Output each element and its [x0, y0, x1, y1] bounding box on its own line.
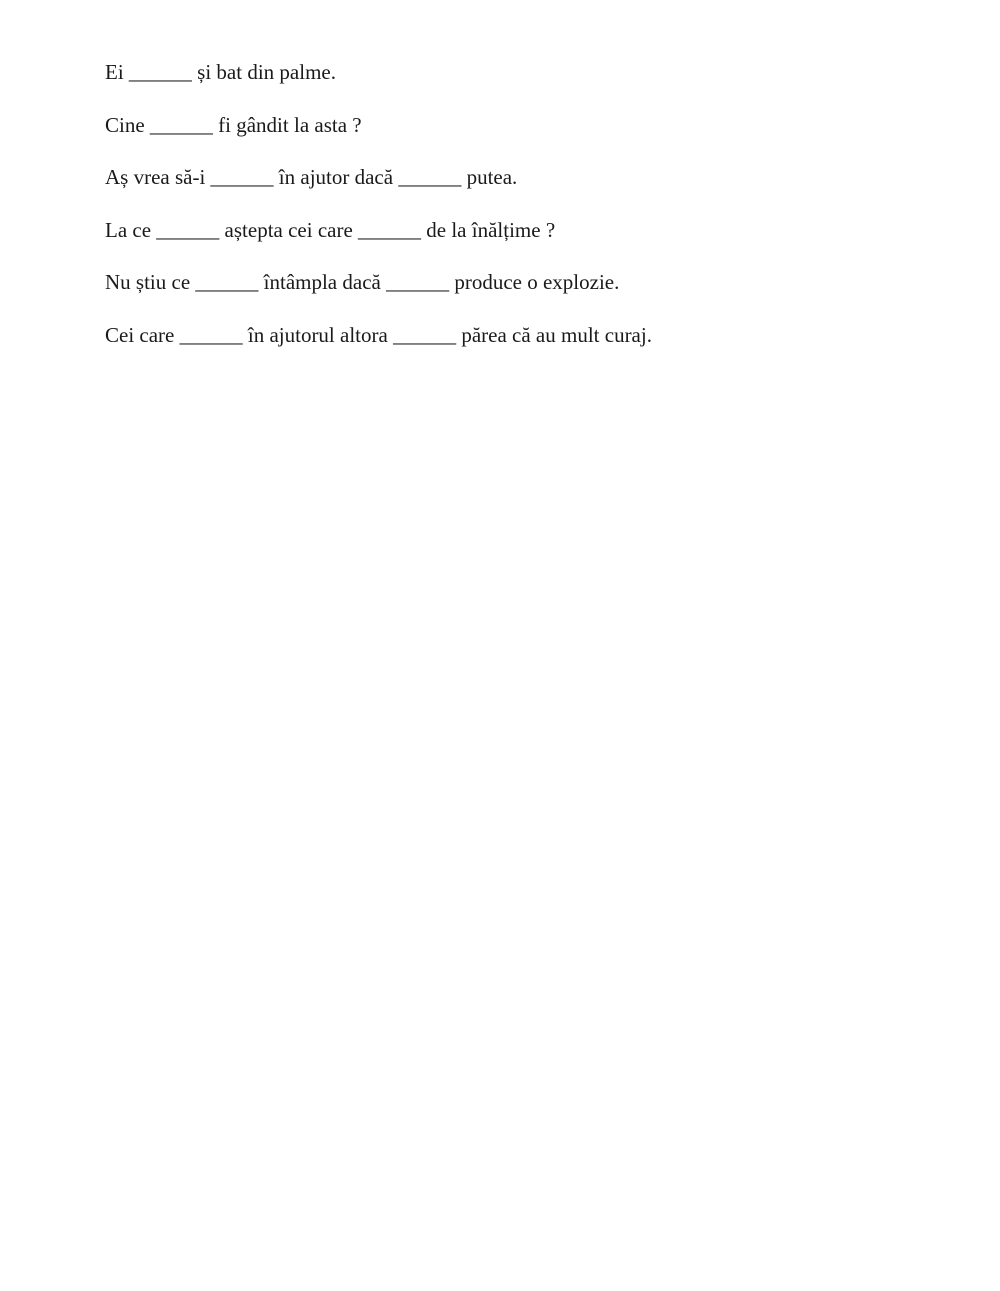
sentence-4: La ce ______ aștepta cei care ______ de la înălțime ?	[105, 217, 556, 242]
sentence-1: Ei ______ și bat din palme.	[105, 60, 336, 84]
sentence-list	[105, 57, 652, 373]
sentence-2: Cine ______ fi gândit la asta ?	[105, 112, 362, 137]
sentence-5: Nu știu ce ______ întâmpla dacă ______ produce o explozie.	[105, 270, 620, 295]
sentence-3: Aș vrea să-i ______ în ajutor dacă ______ putea.	[105, 165, 518, 190]
sentence-6: Cei care ______ în ajutorul altora ______ părea că au mult curaj.	[105, 322, 652, 347]
